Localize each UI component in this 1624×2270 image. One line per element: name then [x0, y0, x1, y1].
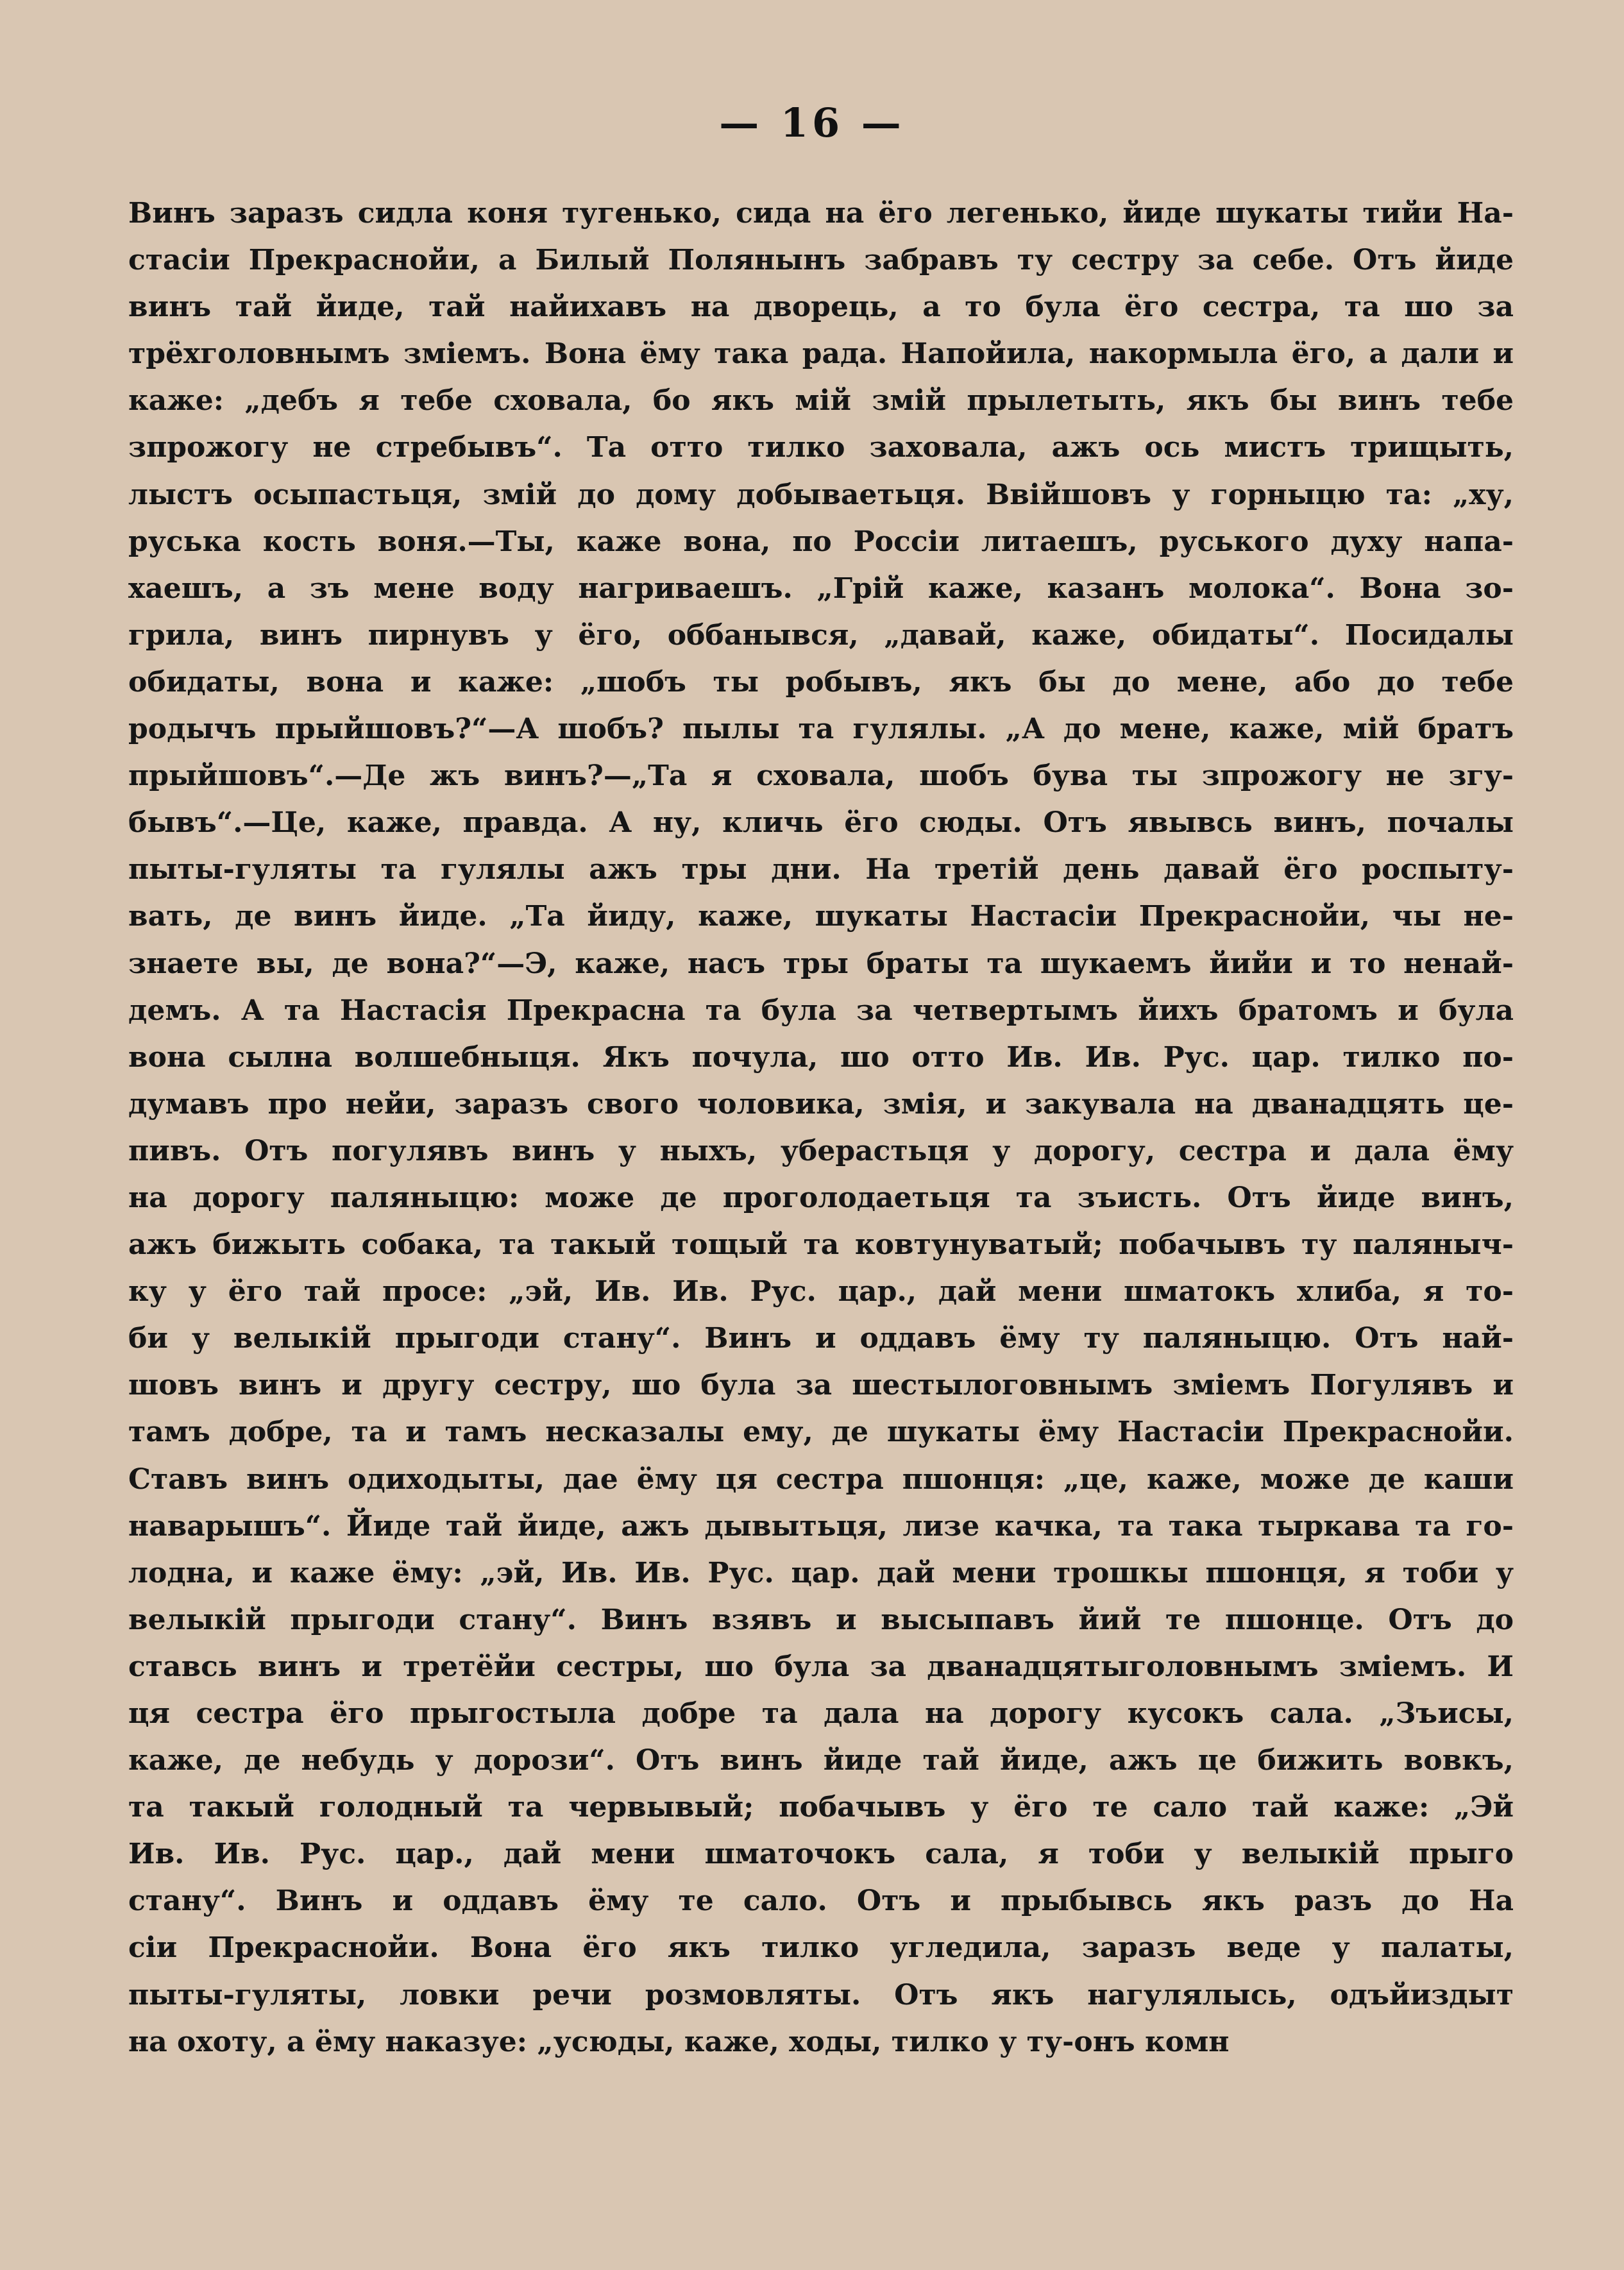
text-line: Ставъ винъ одиходыты, дае ёму ця сестра пшонця: „це, каже, може де каши	[128, 1462, 1514, 1496]
text-line: винъ тай йиде, тай найихавъ на дворець, а то була ёго сестра, та шо за	[128, 291, 1514, 324]
text-line: на дорогу паляныцю: може де проголодаетьця та зъисть. Отъ йиде винъ,	[128, 1181, 1514, 1214]
text-line: стану“. Винъ и оддавъ ёму те сало. Отъ и прыбывсь якъ разъ до На	[128, 1885, 1514, 1918]
text-line: наварышъ“. Йиде тай йиде, ажъ дывытьця, лизе качка, та така тыркава та го-	[128, 1509, 1514, 1543]
text-line: тамъ добре, та и тамъ несказалы ему, де шукаты ёму Настасіи Прекраснойи.	[128, 1416, 1514, 1449]
text-line: прыйшовъ“.—Де жъ винъ?—„Та я сховала, шобъ бува ты зпрожогу не згу-	[128, 759, 1514, 793]
body-text	[128, 190, 1514, 2065]
text-line: грила, винъ пирнувъ у ёго, оббанывся, „давай, каже, обидаты“. Посидалы	[128, 618, 1514, 652]
text-line: пыты-гуляты та гулялы ажъ тры дни. На третій день давай ёго роспыту-	[128, 853, 1514, 886]
text-line: обидаты, вона и каже: „шобъ ты робывъ, якъ бы до мене, або до тебе	[128, 665, 1514, 699]
text-line: ставсь винъ и третёйи сестры, шо була за дванадцятыголовнымъ зміемъ. И	[128, 1650, 1514, 1683]
text-line: лодна, и каже ёму: „эй, Ив. Ив. Рус. цар. дай мени трошкы пшонця, я тоби у	[128, 1556, 1514, 1589]
text-line: лыстъ осыпастьця, змій до дому добываетьця. Ввійшовъ у горныцю та: „ху,	[128, 478, 1514, 511]
page-number: — 16 —	[719, 99, 905, 146]
text-line: бывъ“.—Це, каже, правда. А ну, кличь ёго сюды. Отъ явывсь винъ, почалы	[128, 806, 1514, 840]
text-line: хаешъ, а зъ мене воду нагриваешъ. „Грій каже, казанъ молока“. Вона зо-	[128, 572, 1514, 605]
text-line: би у велыкій прыгоди стану“. Винъ и оддавъ ёму ту паляныцю. Отъ най-	[128, 1322, 1514, 1355]
text-line: пыты-гуляты, ловки речи розмовляты. Отъ якъ нагулялысь, одъйиздыт	[128, 1978, 1514, 2012]
text-line: каже, де небудь у дорози“. Отъ винъ йиде тай йиде, ажъ це бижить вовкъ,	[128, 1744, 1514, 1777]
text-line: Винъ заразъ сидла коня тугенько, сида на ёго легенько, йиде шукаты тийи На-	[128, 197, 1514, 230]
text-line: вона сылна волшебныця. Якъ почула, шо отто Ив. Ив. Рус. цар. тилко по-	[128, 1040, 1514, 1074]
text-line: пивъ. Отъ погулявъ винъ у ныхъ, уберастьця у дорогу, сестра и дала ёму	[128, 1134, 1514, 1167]
text-line: та такый голодный та червывый; побачывъ у ёго те сало тай каже: „Эй	[128, 1791, 1514, 1824]
text-line: каже: „дебъ я тебе сховала, бо якъ мій змій прылетыть, якъ бы винъ тебе	[128, 384, 1514, 418]
text-line: ця сестра ёго прыгостыла добре та дала на дорогу кусокъ сала. „Зъисы,	[128, 1697, 1514, 1730]
text-line: ажъ бижыть собака, та такый тощый та ковтунуватый; побачывъ ту паляныч-	[128, 1228, 1514, 1262]
text-line: думавъ про нейи, заразъ свого чоловика, змія, и закувала на дванадцять це-	[128, 1087, 1514, 1121]
text-line: демъ. А та Настасія Прекрасна та була за четвертымъ йихъ братомъ и була	[128, 994, 1514, 1027]
text-line: на охоту, а ёму наказуе: „усюды, каже, ходы, тилко у ту-онъ комн	[128, 2025, 1230, 2058]
text-line: трёхголовнымъ зміемъ. Вона ёму така рада. Напойила, накормыла ёго, а дали и	[128, 337, 1514, 371]
text-line: сіи Прекраснойи. Вона ёго якъ тилко угледила, заразъ веде у палаты,	[128, 1931, 1514, 1965]
text-line: велыкій прыгоди стану“. Винъ взявъ и высыпавъ йий те пшонце. Отъ до	[128, 1603, 1514, 1636]
text-line: руська кость воня.—Ты, каже вона, по Россіи литаешъ, руського духу напа-	[128, 525, 1514, 558]
text-line: зпрожогу не стребывъ“. Та отто тилко заховала, ажъ ось мистъ трищыть,	[128, 431, 1514, 464]
text-line: родычъ прыйшовъ?“—А шобъ? пылы та гулялы. „А до мене, каже, мій братъ	[128, 713, 1514, 746]
text-line: шовъ винъ и другу сестру, шо була за шестылоговнымъ зміемъ Погулявъ и	[128, 1369, 1514, 1402]
text-line: стасіи Прекраснойи, а Билый Полянынъ забравъ ту сестру за себе. Отъ йиде	[128, 244, 1514, 277]
text-line: вать, де винъ йиде. „Та йиду, каже, шукаты Настасіи Прекраснойи, чы не-	[128, 900, 1514, 933]
text-line: ку у ёго тай просе: „эй, Ив. Ив. Рус. цар., дай мени шматокъ хлиба, я то-	[128, 1275, 1514, 1309]
text-line: Ив. Ив. Рус. цар., дай мени шматочокъ сала, я тоби у велыкій прыго	[128, 1838, 1514, 1871]
text-line: знаете вы, де вона?“—Э, каже, насъ тры браты та шукаемъ йийи и то ненай-	[128, 947, 1514, 980]
